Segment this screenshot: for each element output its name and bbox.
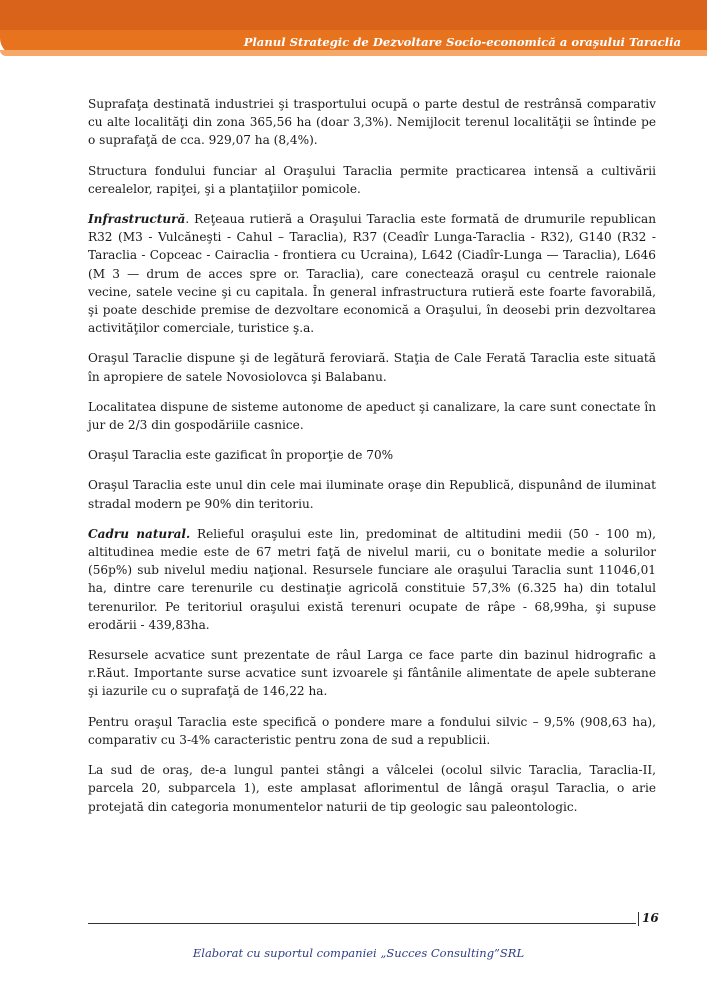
paragraph-water-resources bbox=[88, 646, 656, 701]
document-title: Planul Strategic de Dezvoltare Socio-economică a oraşului Taraclia bbox=[243, 35, 681, 49]
paragraph-text: Resursele acvatice sunt prezentate de râul Larga ce face parte din bazinul hidrografic a r.Răut. Importante surse acvatice sunt izvoarele şi fântânile alimentate de apele subterane şi iazurile cu o suprafaţă de 146,22 ha. bbox=[88, 648, 656, 699]
paragraph-text: La sud de oraş, de-a lungul pantei stângi a vâlcelei (ocolul silvic Taraclia, Taraclia-II, parcela 20, subparcela 1), este amplasat aflorimentul de lângă oraşul Taraclia, o arie protejată din categoria monumentelor naturii de tip geologic sau paleontologic. bbox=[88, 763, 656, 814]
paragraph-text: Relieful oraşului este lin, predominat de altitudini medii (50 - 100 m), altitudinea medie este de 67 metri faţă de nivelul marii, cu o bonitate medie a solurilor (56p%) sub nivelul mediu naţional. Resursele funciare ale oraşului Taraclia sunt 11046,01 ha, dintre care terenurile cu destinaţie agricolă constituie 57,3% (6.325 ha) din totalul terenurilor. Pe teritoriul oraşului există terenuri ocupate de râpe - 68,99ha, şi supuse erodării - 439,83ha. bbox=[88, 526, 656, 632]
page-body bbox=[88, 95, 656, 828]
paragraph-text: Oraşul Taraclia este gazificat în proporţie de 70% bbox=[88, 448, 394, 463]
paragraph-text: Pentru oraşul Taraclia este specifică o pondere mare a fondului silvic – 9,5% (908,63 ha), comparativ cu 3-4% caracteristic pentru zona de sud a republicii. bbox=[88, 714, 656, 747]
paragraph-protected-area bbox=[88, 761, 656, 816]
paragraph-text: Oraşul Taraclia este unul din cele mai iluminate oraşe din Republică, dispunând de iluminat stradal modern pe 90% din teritoriu. bbox=[88, 478, 656, 511]
paragraph-text: Localitatea dispune de sisteme autonome de apeduct şi canalizare, la care sunt conectate în jur de 2/3 din gospodăriile casnice. bbox=[88, 399, 656, 433]
paragraph-gas bbox=[88, 446, 656, 464]
paragraph-land-structure bbox=[88, 162, 656, 198]
paragraph-water-sewage bbox=[88, 398, 656, 434]
footer-credit: Elaborat cu suportul companiei „Succes Consulting”SRL bbox=[192, 946, 525, 960]
paragraph-text: Suprafaţa destinată industriei şi trasportului ocupă o parte destul de restrânsă comparativ cu alte localităţi din zona 365,56 ha (doar 3,3%). Nemijlocit terenul localităţii se întinde pe o suprafaţă de cca. 929,07 ha (8,4%). bbox=[88, 97, 656, 148]
header-band bbox=[0, 0, 707, 56]
section-lead-infrastructure: Infrastructură bbox=[88, 212, 186, 227]
page-number: 16 bbox=[642, 911, 659, 925]
paragraph-railway bbox=[88, 349, 656, 385]
paragraph-text: Oraşul Taraclie dispune şi de legătură feroviară. Staţia de Cale Ferată Taraclia este situată în apropiere de satele Novosiolovca şi Balabanu. bbox=[88, 351, 656, 384]
paragraph-natural-setting bbox=[88, 525, 656, 634]
paragraph-forest bbox=[88, 713, 656, 749]
paragraph-text: . Reţeaua rutieră a Oraşului Taraclia este formată de drumurile republican R32 (M3 - Vulcăneşti - Cahul – Taraclia), R37 (Ceadîr Lunga-Taraclia - R32), G140 (R32 - Taraclia - Copceac - Cairaclia - frontiera cu Ucraina), L642 (Ciadîr-Lunga — Taraclia), L646 (M 3 — drum de acces spre or. Taraclia), care conectează oraşul cu centrele raionale vecine, satele vecine şi cu capitala. În general infrastructura rutieră este foarte favorabilă, şi poate deschide premise de dezvoltare economică a Oraşului, în deosebi prin dezvoltarea activităţilor comerciale, turistice ş.a. bbox=[88, 212, 656, 336]
section-lead-natural: Cadru natural. bbox=[88, 526, 191, 541]
footer-divider-tick bbox=[638, 912, 639, 926]
paragraph-text: Structura fondului funciar al Oraşului Taraclia permite practicarea intensă a cultivării cerealelor, rapiţei, şi a plantaţiilor pomicole. bbox=[88, 163, 656, 196]
paragraph-lighting bbox=[88, 476, 656, 512]
footer-divider bbox=[88, 923, 636, 924]
paragraph-industry-land bbox=[88, 95, 656, 150]
paragraph-infrastructure bbox=[88, 210, 656, 337]
